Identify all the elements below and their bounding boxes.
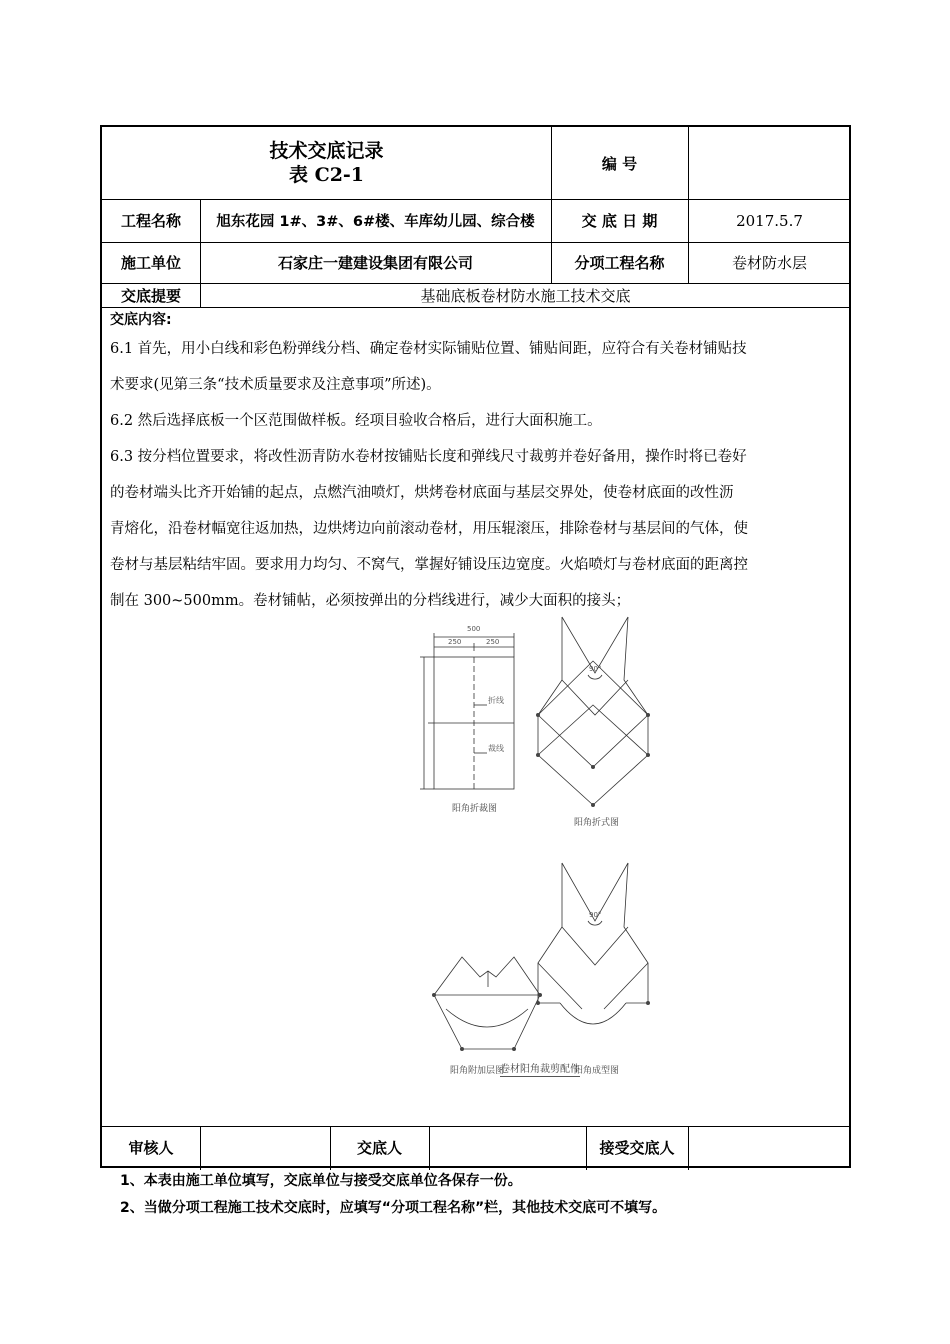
fig1-caption: 阳角折裁图	[452, 804, 498, 814]
note-1: 1、本表由施工单位填写，交底单位与接受交底单位各保存一份。	[120, 1173, 522, 1189]
discloser-value	[429, 1126, 586, 1168]
summary-value: 基础底板卷材防水施工技术交底	[420, 286, 631, 305]
project-name-value: 旭东花园 1#、3#、6#楼、车库幼儿园、综合楼	[216, 214, 535, 230]
drawing-main-caption: 卷材阳角裁剪配件	[500, 1060, 580, 1077]
form-title-line1: 技术交底记录	[269, 140, 384, 162]
paragraph-6-3-line1: 6.3 按分档位置要求，将改性沥青防水卷材按铺贴长度和弹线尺寸裁剪并卷好备用，操作时将已卷好	[110, 449, 747, 465]
fold-line-label: 折线	[488, 696, 504, 705]
row-divider	[102, 307, 849, 308]
discloser-label: 交底人	[356, 1138, 402, 1157]
corner-membrane-drawing	[412, 615, 672, 1085]
fig2-caption: 阳角折式图	[574, 818, 620, 828]
angle-label-top: 90°	[589, 665, 602, 673]
content-heading: 交底内容:	[110, 312, 172, 328]
number-value	[688, 127, 851, 199]
angle-label-bottom: 90°	[589, 911, 602, 919]
note-2: 2、当做分项工程施工技术交底时，应填写“分项工程名称”栏，其他技术交底可不填写。	[120, 1200, 667, 1216]
form-title-line2: 表 C2-1	[288, 164, 365, 186]
dim-half-left: 250	[448, 638, 462, 646]
receiver-label: 接受交底人	[599, 1138, 675, 1157]
reviewer-value	[200, 1126, 330, 1168]
contractor-value: 石家庄一建建设集团有限公司	[277, 254, 473, 272]
disclosure-content	[110, 309, 840, 619]
cut-line-label: 裁线	[488, 744, 504, 753]
contractor-label: 施工单位	[120, 254, 181, 272]
fig3-caption: 阳角附加层图	[450, 1066, 505, 1076]
date-value: 2017.5.7	[736, 211, 803, 230]
form-title	[102, 127, 551, 199]
paragraph-6-3-line5: 制在 300~500mm。卷材铺帖，必须按弹出的分档线进行，减少大面积的接头；	[110, 593, 631, 609]
subproject-label: 分项工程名称	[574, 254, 665, 272]
project-name-label: 工程名称	[120, 212, 181, 230]
paragraph-6-1-line1: 6.1 首先，用小白线和彩色粉弹线分档、确定卷材实际铺贴位置、铺贴间距，应符合有关卷材铺贴技	[110, 341, 747, 357]
paragraph-6-1-line2: 术要求(见第三条“技术质量要求及注意事项”所述)。	[110, 377, 441, 393]
date-label: 交 底 日 期	[581, 212, 658, 230]
paragraph-6-2: 6.2 然后选择底板一个区范围做样板。经项目验收合格后，进行大面积施工。	[110, 413, 602, 429]
summary-label: 交底提要	[120, 286, 181, 305]
fig4-caption: 阳角成型图	[574, 1066, 620, 1076]
paragraph-6-3-line4: 卷材与基层粘结牢固。要求用力均匀、不窝气，掌握好铺设压边宽度。火焰喷灯与卷材底面的距离控	[110, 557, 748, 573]
reviewer-label: 审核人	[128, 1138, 174, 1157]
disclosure-form	[100, 125, 851, 1168]
dim-half-right: 250	[486, 638, 500, 646]
subproject-value: 卷材防水层	[731, 254, 807, 272]
receiver-value	[688, 1126, 851, 1168]
paragraph-6-3-line2: 的卷材端头比齐开始铺的起点，点燃汽油喷灯，烘烤卷材底面与基层交界处，使卷材底面的改性沥	[110, 485, 734, 501]
paragraph-6-3-line3: 青熔化，沿卷材幅宽往返加热，边烘烤边向前滚动卷材，用压辊滚压，排除卷材与基层间的气体，使	[110, 521, 748, 537]
form-notes	[120, 1168, 666, 1222]
dim-total: 500	[467, 625, 481, 633]
number-label: 编 号	[601, 154, 638, 173]
